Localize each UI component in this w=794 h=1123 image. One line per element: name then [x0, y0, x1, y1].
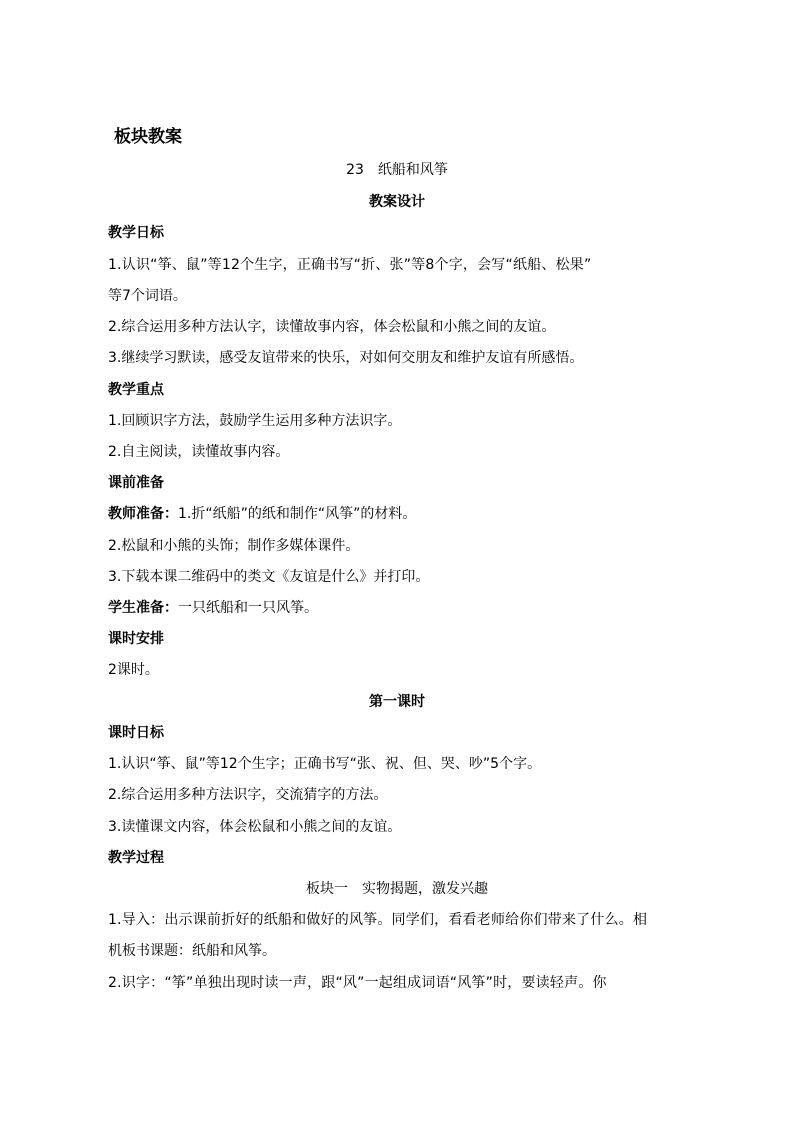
process-line-1-continued: 机板书课题：纸船和风筝。 [108, 943, 276, 959]
preparation-line-2: 2.松鼠和小熊的头饰；制作多媒体课件。 [108, 538, 360, 554]
goals-heading: 教学日标 [108, 225, 164, 241]
design-heading: 教案设计 [369, 194, 425, 210]
process-line-2: 2.识字：“筝”单独出现时读一声，跟“风”一起组成词语“风筝”时，要读轻声。你 [108, 975, 607, 991]
focus-heading: 教学重点 [108, 382, 164, 398]
student-preparation-label: 学生准备： [108, 600, 178, 616]
schedule-heading: 课时安排 [108, 631, 164, 647]
preparation-line-3: 3.下载本课二维码中的类文《友谊是什么》并打印。 [108, 569, 430, 585]
goal-line-3: 3.继续学习默读，感受友谊带来的快乐，对如何交朋友和维护友谊有所感悟。 [108, 350, 584, 366]
teacher-preparation [108, 506, 728, 522]
goal-line-1-continued: 等7个词语。 [108, 288, 187, 304]
teacher-preparation-item-1: 1.折“纸船”的纸和制作“风筝”的材料。 [178, 506, 417, 522]
lesson-goals-heading: 课时日标 [108, 725, 164, 741]
lesson-goal-1: 1.认识“筝、鼠”等12个生字；正确书写“张、祝、但、哭、吵”5个字。 [108, 756, 542, 772]
block-title: 板块一 实物揭题，激发兴趣 [306, 881, 488, 897]
section-title: 板块教案 [114, 127, 182, 147]
process-line-1: 1.导入：出示课前折好的纸船和做好的风筝。同学们，看看老师给你们带来了什么。相 [108, 912, 648, 928]
process-heading: 教学过程 [108, 850, 164, 866]
first-lesson-heading: 第一课时 [369, 694, 425, 710]
schedule-text: 2课时。 [108, 662, 159, 678]
lesson-goal-3: 3.读懂课文内容，体会松鼠和小熊之间的友谊。 [108, 819, 402, 835]
lesson-goal-2: 2.综合运用多种方法识字，交流猜字的方法。 [108, 787, 388, 803]
goal-line-1: 1.认识“筝、鼠”等12个生字，正确书写“折、张”等8个字，会写“纸船、松果” [108, 257, 592, 273]
focus-line-1: 1.回顾识字方法，鼓励学生运用多种方法识字。 [108, 413, 402, 429]
preparation-heading: 课前准备 [108, 475, 164, 491]
teacher-preparation-label: 教师准备： [108, 506, 178, 522]
lesson-title: 23 纸船和风筝 [346, 162, 448, 178]
focus-line-2: 2.自主阅读，读懂故事内容。 [108, 444, 290, 460]
student-preparation [108, 600, 728, 616]
student-preparation-text: 一只纸船和一只风筝。 [178, 600, 318, 616]
goal-line-2: 2.综合运用多种方法认字，读懂故事内容，体会松鼠和小熊之间的友谊。 [108, 319, 556, 335]
